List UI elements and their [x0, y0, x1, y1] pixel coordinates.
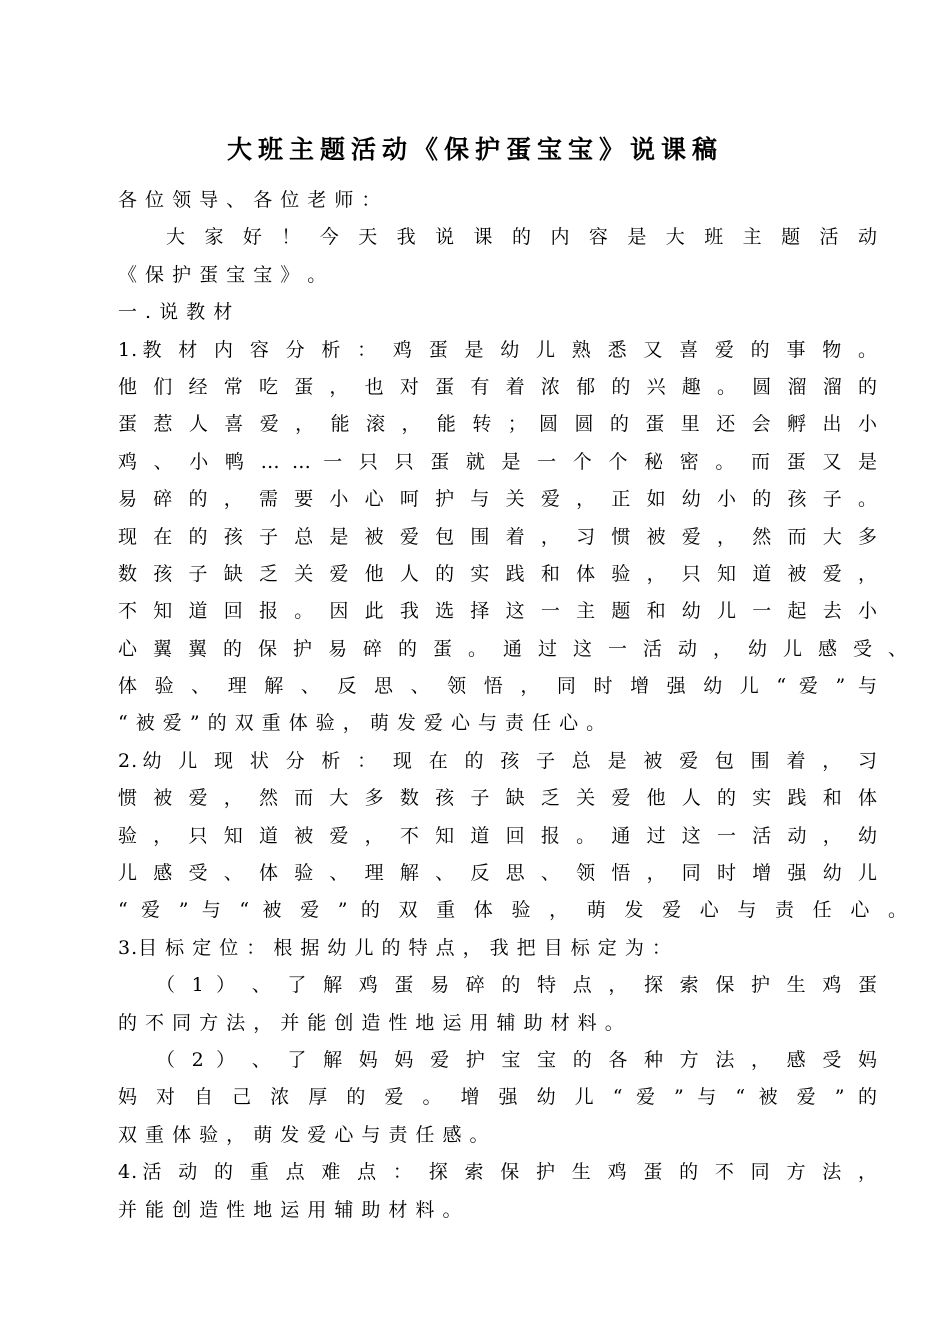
- text-line: 体 验 、 理 解 、 反 思 、 领 悟 ， 同 时 增 强 幼 儿 “ 爱 ” 与: [118, 675, 878, 698]
- text-line: “ 被 爱 ” 的 双 重 体 验 ， 萌 发 爱 心 与 责 任 心 。: [118, 712, 607, 735]
- text-line: 不 知 道 回 报 。 因 此 我 选 择 这 一 主 题 和 幼 儿 一 起 去 小: [118, 600, 878, 623]
- text-line: 现 在 的 孩 子 总 是 被 爱 包 围 着 ， 习 惯 被 爱 ， 然 而 大 多: [118, 525, 878, 548]
- text-line: 3.目 标 定 位 ： 根 据 幼 儿 的 特 点 ， 我 把 目 标 定 为 ：: [118, 936, 672, 959]
- text-line: 4.活 动 的 重 点 难 点 ： 探 索 保 护 生 鸡 蛋 的 不 同 方 法 ，: [118, 1161, 878, 1184]
- text-line: 并 能 创 造 性 地 运 用 辅 助 材 料 。: [118, 1198, 463, 1221]
- text-line: （ 1 ） 、 了 解 鸡 蛋 易 碎 的 特 点 ， 探 索 保 护 生 鸡 蛋: [156, 974, 878, 997]
- section-heading: 一 . 说 教 材: [118, 301, 234, 324]
- text-line: 妈 对 自 己 浓 厚 的 爱 。 增 强 幼 儿 “ 爱 ” 与 “ 被 爱 ” 的: [118, 1086, 878, 1109]
- text-line: 心 翼 翼 的 保 护 易 碎 的 蛋 。 通 过 这 一 活 动 ， 幼 儿 感 受 、: [118, 637, 908, 660]
- text-line: 蛋 惹 人 喜 爱 ， 能 滚 ， 能 转 ； 圆 圆 的 蛋 里 还 会 孵 出 小: [118, 413, 878, 436]
- text-line: 《 保 护 蛋 宝 宝 》 。: [118, 263, 328, 286]
- text-line: 他 们 经 常 吃 蛋 ， 也 对 蛋 有 着 浓 郁 的 兴 趣 。 圆 溜 溜 的: [118, 375, 878, 398]
- text-line: 鸡 、 小 鸭 … … 一 只 只 蛋 就 是 一 个 个 秘 密 。 而 蛋 又 是: [118, 450, 878, 473]
- text-line: 1.教 材 内 容 分 析 ： 鸡 蛋 是 幼 儿 熟 悉 又 喜 爱 的 事 物 。: [118, 338, 878, 361]
- text-line: 验 ， 只 知 道 被 爱 ， 不 知 道 回 报 。 通 过 这 一 活 动 ， 幼: [118, 824, 878, 847]
- text-line: 各 位 领 导 、 各 位 老 师 ：: [118, 189, 382, 211]
- text-line: 数 孩 子 缺 乏 关 爱 他 人 的 实 践 和 体 验 ， 只 知 道 被 爱 ，: [118, 562, 878, 585]
- text-line: 2.幼 儿 现 状 分 析 ： 现 在 的 孩 子 总 是 被 爱 包 围 着 ， 习: [118, 749, 878, 772]
- document-body: [118, 182, 908, 1229]
- document-title: 大班主题活动《保护蛋宝宝》说课稿: [226, 135, 723, 164]
- text-line: （ 2 ） 、 了 解 妈 妈 爱 护 宝 宝 的 各 种 方 法 ， 感 受 妈: [156, 1048, 878, 1071]
- text-line: 的 不 同 方 法 ， 并 能 创 造 性 地 运 用 辅 助 材 料 。: [118, 1011, 625, 1034]
- text-line: 惯 被 爱 ， 然 而 大 多 数 孩 子 缺 乏 关 爱 他 人 的 实 践 和 体: [118, 787, 878, 810]
- text-line: 双 重 体 验 ， 萌 发 爱 心 与 责 任 感 。: [118, 1123, 490, 1146]
- text-line: 儿 感 受 、 体 验 、 理 解 、 反 思 、 领 悟 ， 同 时 增 强 幼 儿: [118, 862, 878, 885]
- text-line: 大 家 好 ！ 今 天 我 说 课 的 内 容 是 大 班 主 题 活 动: [166, 226, 878, 249]
- text-line: 易 碎 的 ， 需 要 小 心 呵 护 与 关 爱 ， 正 如 幼 小 的 孩 子 。: [118, 488, 878, 511]
- text-line: “ 爱 ” 与 “ 被 爱 ” 的 双 重 体 验 ， 萌 发 爱 心 与 责 任 心 。: [118, 899, 908, 922]
